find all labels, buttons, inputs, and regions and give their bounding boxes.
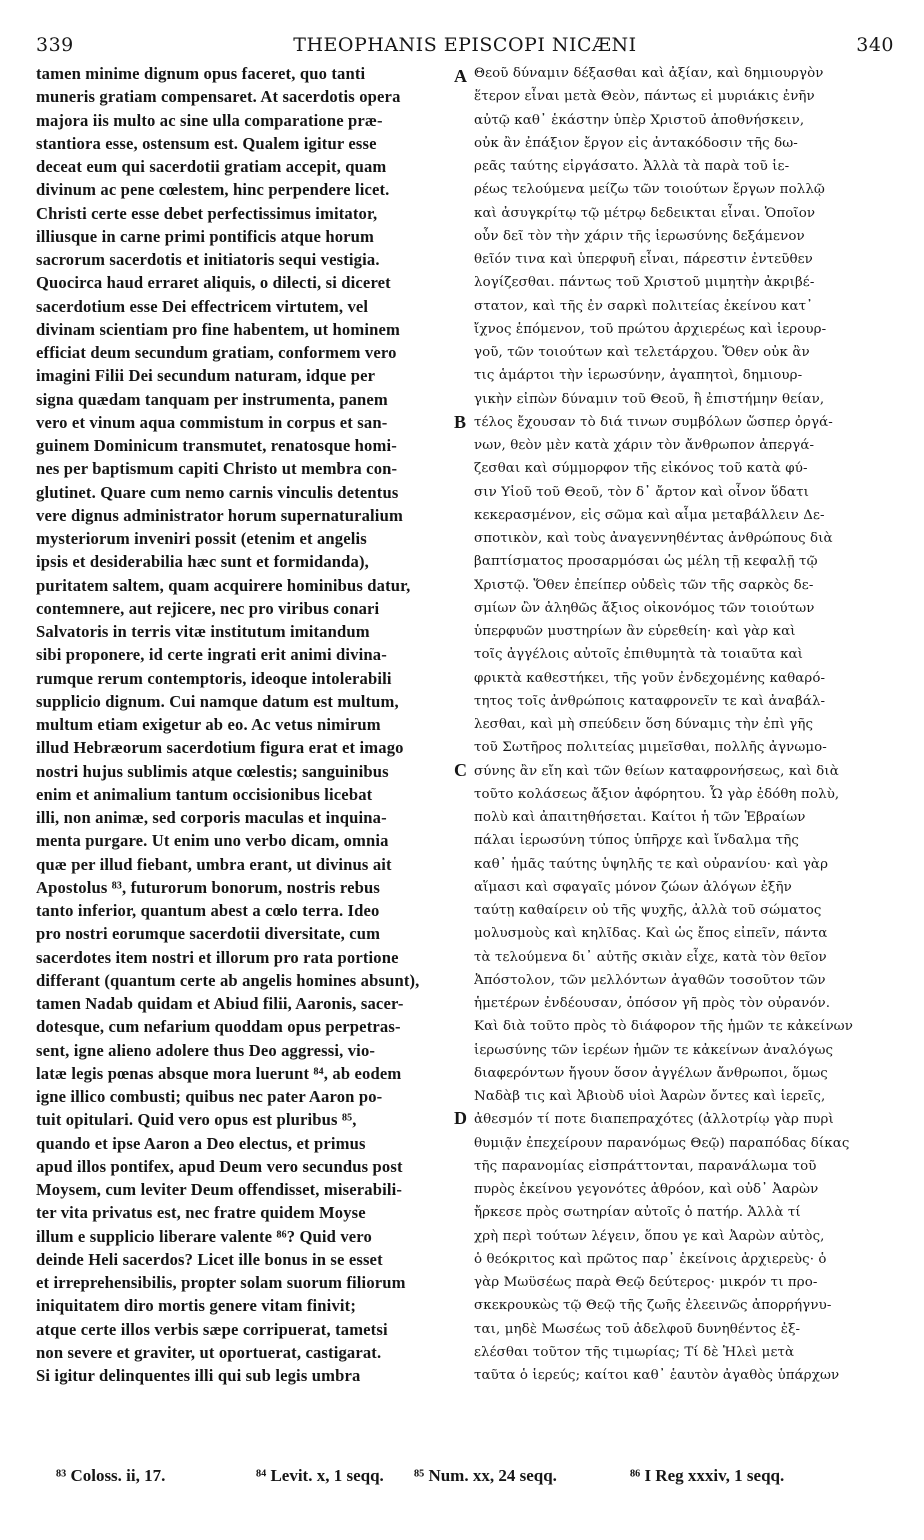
text-line: nostri hujus sublimis atque cœlestis; sanguinibus <box>36 761 389 781</box>
text-line: contemnere, aut rejicere, nec pro viribus conari <box>36 598 380 618</box>
text-line: ρεᾶς ταύτης εἰργάσατο. Ἀλλὰ τὰ παρὰ τοῦ ἱε- <box>474 159 790 174</box>
text-line: rumque rerum contemptoris, ideoque intolerabili <box>36 668 392 688</box>
text-line: pro nostri eorumque sacerdotii diversitate, cum <box>36 924 381 944</box>
text-line: Apostolus ⁸³, futurorum bonorum, nostris rebus <box>36 877 381 897</box>
text-line: τέλος ἔχουσαν τὸ διά τινων συμβόλων ὥσπερ ὀργά- <box>474 414 833 430</box>
text-line: Καὶ διὰ τοῦτο πρὸς τὸ διάφορον τῆς ἡμῶν τε κἀκείνων <box>474 1019 853 1035</box>
text-line: vero et vinum aqua commistum in corpus et san- <box>36 412 388 432</box>
text-line: Moysem, cum leviter Deum offendisset, miserabili- <box>36 1180 403 1199</box>
text-line: nes per baptismum capiti Christo ut membra con- <box>36 459 398 479</box>
text-line: τῆς παρανομίας εἰσπράττονται, παρανάλωμα τοῦ <box>474 1158 817 1174</box>
text-line: divinam scientiam pro fine habentem, ut hominem <box>36 319 400 339</box>
text-line: αὐτῷ καθ᾽ ἑκάστην ὑπὲρ Χριστοῦ ἀποθνήσκειν, <box>474 112 805 128</box>
text-line: signa quædam tanquam per instrumenta, panem <box>36 389 388 409</box>
text-line: Christi certe esse debet perfectissimus imitator, <box>36 203 378 223</box>
text-line: ἤρκεσε πρὸς σωτηρίαν αὐτοῖς ὁ πατήρ. Ἀλλὰ τί <box>474 1205 801 1221</box>
footnote: ⁸⁶ I Reg xxxiv, 1 seqq. <box>630 1466 785 1485</box>
text-line: σκεκρουκὼς τῷ Θεῷ τῆς ζωῆς ἐλεεινῶς ἀπορρήγνυ- <box>474 1298 832 1314</box>
page-number-right: 340 <box>856 34 894 56</box>
text-line: supplicio dignum. Cui namque datum est multum, <box>36 691 399 711</box>
text-line: τοῦ Σωτῆρος πολιτείας μιμεῖσθαι, πολλῆς ἀγνωμο- <box>474 740 827 756</box>
text-line: σμίων ὢν ἀληθῶς ἄξιος οἰκονόμος τῶν τοιούτων <box>474 600 815 616</box>
text-line: ρέως τελούμενα μείζω τῶν τοιούτων ἔργων πολλῷ <box>474 182 825 198</box>
footnote: ⁸⁵ Num. xx, 24 seqq. <box>414 1466 557 1485</box>
text-line: γοῦ, τῶν τοιούτων καὶ τελετάρχου. Ὅθεν οὐκ ἂν <box>474 345 810 360</box>
text-line: multum etiam exigetur ab eo. Ac vetus nimirum <box>36 715 381 734</box>
text-line: apud illos pontifex, apud Deum vero secundus post <box>36 1156 403 1176</box>
text-line: τις ἁμάρτοι τὴν ἱερωσύνην, ἀγαπητοὶ, δημιουρ- <box>474 368 803 384</box>
text-line: ταύτῃ καθαίρειν οὐ τῆς ψυχῆς, ἀλλὰ τοῦ σώματος <box>474 903 822 918</box>
text-line: illud Hebræorum sacerdotium figura erat et imago <box>36 738 404 758</box>
text-line: sibi proponere, id certe ingrati erit animi divina- <box>36 645 387 665</box>
text-line: illiusque in carne primi pontificis atque horum <box>36 226 375 246</box>
text-line: ἴχνος ἑπόμενον, τοῦ πρώτου ἀρχιερέως καὶ ἱερουρ- <box>474 321 827 337</box>
text-line: λογίζεσθαι. πάντως τοῦ Χριστοῦ μιμητὴν ἀκριβέ- <box>474 275 815 291</box>
text-line: αἵμασι καὶ σφαγαῖς μόνον ζώων ἀλόγων ἐξῆν <box>474 879 792 895</box>
running-title: THEOPHANIS EPISCOPI NICÆNI <box>293 34 637 56</box>
text-line: οὖν δεῖ τὸν τὴν χάριν τῆς ἱερωσύνης δεξάμενον <box>474 228 805 244</box>
text-line: Ἀπόστολον, τῶν μελλόντων ἀγαθῶν τοσοῦτον τῶν <box>474 972 826 988</box>
text-line: illi, non animæ, sed corporis maculas et inquina- <box>36 808 387 827</box>
text-line: πολὺ καὶ ἀπαιτηθήσεται. Καίτοι ἡ τῶν Ἑβραίων <box>474 810 806 825</box>
margin-marker-b: B <box>454 412 467 432</box>
text-line: majora iis multo ac sine ulla comparatione præ- <box>36 110 383 130</box>
text-line: iniquitatem diro mortis genere vitam finivit; <box>36 1296 356 1316</box>
text-line: κεκερασμένον, εἰς σῶμα καὶ αἷμα μεταβάλλειν Δε- <box>474 507 825 523</box>
text-line: dotesque, cum nefarium quoddam opus perpetras- <box>36 1017 401 1037</box>
margin-marker-a: A <box>454 66 467 86</box>
text-line: sacerdotium esse Dei effectricem virtutem, vel <box>36 296 369 316</box>
text-line: quando et ipse Aaron a Deo electus, et primus <box>36 1133 366 1153</box>
text-line: atque certe illos verbis sæpe corripuerat, tametsi <box>36 1319 388 1339</box>
text-line: ελέσθαι τοῦτον τῆς τιμωρίας; Τί δὲ Ἡλεὶ μετὰ <box>474 1344 795 1360</box>
footnote: ⁸³ Coloss. ii, 17. <box>56 1466 166 1485</box>
text-line: ἕτερον εἶναι μετὰ Θεὸν, πάντως εἰ μυριάκις ἐνῆν <box>474 89 815 105</box>
text-line: καὶ ἀσυγκρίτῳ τῷ μέτρῳ δεδεικται εἶναι. Ὁποῖον <box>474 205 816 221</box>
text-line: οὐκ ἂν ἐπάξιον ἔργον εἰς ἀντακόδοσιν τῆς δω- <box>474 135 798 151</box>
text-line: imagini Filii Dei secundum naturam, idque per <box>36 366 376 386</box>
text-line: et irreprehensibilis, propter solam suorum filiorum <box>36 1273 406 1292</box>
text-line: Quocirca haud erraret aliquis, o dilecti, si diceret <box>36 273 391 293</box>
text-line: sacrorum sacerdotis et initiatoris sequi vestigia. <box>36 250 380 269</box>
text-line: τοῖς ἀγγέλοις αὐτοῖς ἐπιθυμητὰ τὰ τοιαῦτα καὶ <box>474 647 804 663</box>
text-line: ὑπερφυῶν μυστηρίων ἂν εὑρεθείη· καὶ γὰρ καὶ <box>474 624 796 639</box>
text-line: guinem Dominicum transmutet, renatosque homi- <box>36 436 397 455</box>
text-line: μολυσμοὺς καὶ κηλῖδας. Καὶ ὡς ἔπος εἰπεῖν, πάντα <box>474 926 828 942</box>
text-line: καθ᾽ ἡμᾶς ταύτης ὑψηλῆς τε καὶ οὐρανίου· καὶ γὰρ <box>474 856 829 872</box>
text-line: νων, θεὸν μὲν κατὰ χάριν τὸν ἄνθρωπον ἀπεργά- <box>474 438 815 453</box>
text-line: non severe et graviter, ut oportuerat, castigarat. <box>36 1342 382 1362</box>
text-line: τὰ τελούμενα δι᾽ αὐτῆς σκιὰν εἶχε, κατὰ τὸν θεῖον <box>474 949 827 965</box>
text-line: tuit opitulari. Quid vero opus est pluribus ⁸⁵, <box>36 1110 357 1130</box>
text-line: θεῖόν τινα καὶ ὑπερφυῆ εἶναι, πάρεστιν ἐντεῦθεν <box>474 252 813 267</box>
page-number-left: 339 <box>36 34 74 56</box>
text-line: ipsis et desiderabilia hæc sunt et formidanda), <box>36 552 369 572</box>
text-line: Salvatoris in terris vitæ institutum imitandum <box>36 622 370 641</box>
text-line: vere dignus administrator horum supernaturalium <box>36 505 403 525</box>
text-line: deceat eum qui sacerdotii gratiam accepit, quam <box>36 157 387 176</box>
text-line: γὰρ Μωϋσέως παρὰ Θεῷ δεύτερος· μικρόν τι προ- <box>474 1275 818 1290</box>
text-line: differant (quantum certe ab angelis homines absunt), <box>36 970 420 990</box>
text-line: σιν Υἱοῦ τοῦ Θεοῦ, τὸν δ᾽ ἄρτον καὶ οἶνον ὕδατι <box>474 484 809 500</box>
text-line: muneris gratiam compensaret. At sacerdotis opera <box>36 87 401 107</box>
text-line: στατον, καὶ τῆς ἐν σαρκὶ πολιτείας ἐκείνου κατ᾽ <box>474 298 813 314</box>
text-line: ἡμετέρων ἐνδέουσαν, ὁπόσον γῆ πρὸς τὸν οὐρανόν. <box>474 996 831 1011</box>
text-line: menta purgare. Ut enim uno verbo dicam, omnia <box>36 831 389 851</box>
text-line: enim et animalium tantum occisionibus licebat <box>36 784 373 804</box>
text-line: stantiora esse, ostensum est. Qualem igitur esse <box>36 133 377 153</box>
text-line: ὁ θεόκριτος καὶ πρῶτος παρ᾽ ἐκείνοις ἀρχιερεὺς· ὁ <box>474 1251 827 1267</box>
page-header <box>36 34 894 60</box>
text-line: sent, igne alieno adolere thus Deo aggressi, vio- <box>36 1040 376 1060</box>
text-line: Si igitur delinquentes illi qui sub legis umbra <box>36 1366 361 1385</box>
text-line: πυρὸς ἐκείνου γεγονότες ἀθρόον, καὶ οὐδ᾽ Ἀαρὼν <box>474 1182 819 1197</box>
text-line: igne illico combusti; quibus nec pater Aaron po- <box>36 1087 383 1106</box>
margin-marker-d: D <box>454 1108 467 1128</box>
greek-column <box>474 62 892 1387</box>
text-line: τοῦτο κολάσεως ἄξιον ἀφόρητου. Ὧ γὰρ ἐδόθη πολὺ, <box>474 786 840 802</box>
text-line: tamen minime dignum opus faceret, quo tanti <box>36 64 366 83</box>
text-line: χρὴ περὶ τούτων λέγειν, ὅπου γε καὶ Ἀαρὼν αὐτὸς, <box>474 1228 825 1244</box>
text-line: τητος τοῖς ἀνθρώποις καταφρονεῖν τε καὶ ἀναβάλ- <box>474 693 826 709</box>
text-line: διαφερόντων ἤγουν ὅσον ἀγγέλων ἄνθρωποι, ὅμως <box>474 1065 828 1081</box>
text-line: deinde Heli sacerdos? Licet ille bonus in se esset <box>36 1249 383 1269</box>
text-line: Θεοῦ δύναμιν δέξασθαι καὶ ἀξίαν, καὶ δημιουργὸν <box>474 66 824 81</box>
text-line: ζεσθαι καὶ σύμμορφον τῆς εἰκόνος τοῦ κατὰ φύ- <box>474 461 808 477</box>
text-line: tanto inferior, quantum abest a cœlo terra. Ideo <box>36 901 380 920</box>
text-line: σποτικὸν, καὶ τοὺς ἀναγεννηθέντας ἀνθρώπους διὰ <box>474 531 833 546</box>
text-line: illum e supplicio liberare valente ⁸⁶? Quid vero <box>36 1226 372 1246</box>
text-line: quæ per illud fiebant, umbra erant, ut divinus ait <box>36 854 392 874</box>
text-line: σύνης ἂν εἴη καὶ τῶν θείων καταφρονήσεως, καὶ διὰ <box>474 763 839 779</box>
text-line: puritatem saltem, quam acquirere hominibus datur, <box>36 575 411 595</box>
text-line: Χριστῷ. Ὅθεν ἐπείπερ οὐδεὶς τῶν τῆς σαρκὸς δε- <box>474 577 814 593</box>
latin-column <box>36 62 448 1387</box>
text-line: ταῦτα ὁ ἱερεύς; καίτοι καθ᾽ ἑαυτὸν ἀγαθὸς ὑπάρχων <box>474 1368 840 1383</box>
text-line: ται, μηδὲ Μωσέως τοῦ ἀδελφοῦ δυνηθέντος ἐξ- <box>474 1321 801 1337</box>
text-line: πάλαι ἱερωσύνη τύπος ὑπῆρχε καὶ ἴνδαλμα τῆς <box>474 833 800 849</box>
text-line: mysteriorum inveniri possit (etenim et angelis <box>36 529 367 548</box>
text-line: λεσθαι, καὶ μὴ σπεύδειν ὅση δύναμις τὴν ἐπὶ γῆς <box>474 717 814 732</box>
text-line: βαπτίσματος προσαρμόσαι ὡς μέλη τῇ κεφαλῇ τῷ <box>474 554 818 570</box>
text-line: θυμιᾷν ἐπεχείρουν παρανόμως Θεῷ) παραπόδας δίκας <box>474 1135 850 1151</box>
text-line: Ναδὰβ τις καὶ Ἀβιοὺδ υἱοὶ Ἀαρὼν ὄντες καὶ ἱερεῖς, <box>474 1089 826 1104</box>
text-line: divinum ac pene cœlestem, hinc perpendere licet. <box>36 180 390 200</box>
text-line: ἱερωσύνης τῶν ἱερέων ἡμῶν τε κἀκείνων ἀναλόγως <box>474 1042 834 1058</box>
margin-marker-c: C <box>454 760 467 780</box>
text-line: glutinet. Quare cum nemo carnis vinculis detentus <box>36 482 399 502</box>
text-line: ἀθεσμόν τί ποτε διαπεπραχότες (ἀλλοτρίῳ γὰρ πυρὶ <box>474 1112 834 1128</box>
text-line: γικὴν εἰπὼν δύναμιν τοῦ Θεοῦ, ἢ ἐπιστήμην θείαν, <box>474 391 825 407</box>
text-line: sacerdotes item nostri et illorum pro rata portione <box>36 947 399 967</box>
text-line: efficiat deum secundum gratiam, conformem vero <box>36 343 397 362</box>
footnotes <box>36 1466 894 1492</box>
footnote: ⁸⁴ Levit. x, 1 seqq. <box>256 1466 384 1485</box>
text-line: φρικτὰ καθεστήκει, τῆς γοῦν ἐνδεχομένης καθαρό- <box>474 670 826 686</box>
text-line: latæ legis pœnas absque mora luerunt ⁸⁴, ab eodem <box>36 1063 402 1083</box>
text-line: ter vita privatus est, nec fratre quidem Moyse <box>36 1203 366 1223</box>
text-line: tamen Nadab quidam et Abiud filii, Aaronis, sacer- <box>36 994 404 1013</box>
